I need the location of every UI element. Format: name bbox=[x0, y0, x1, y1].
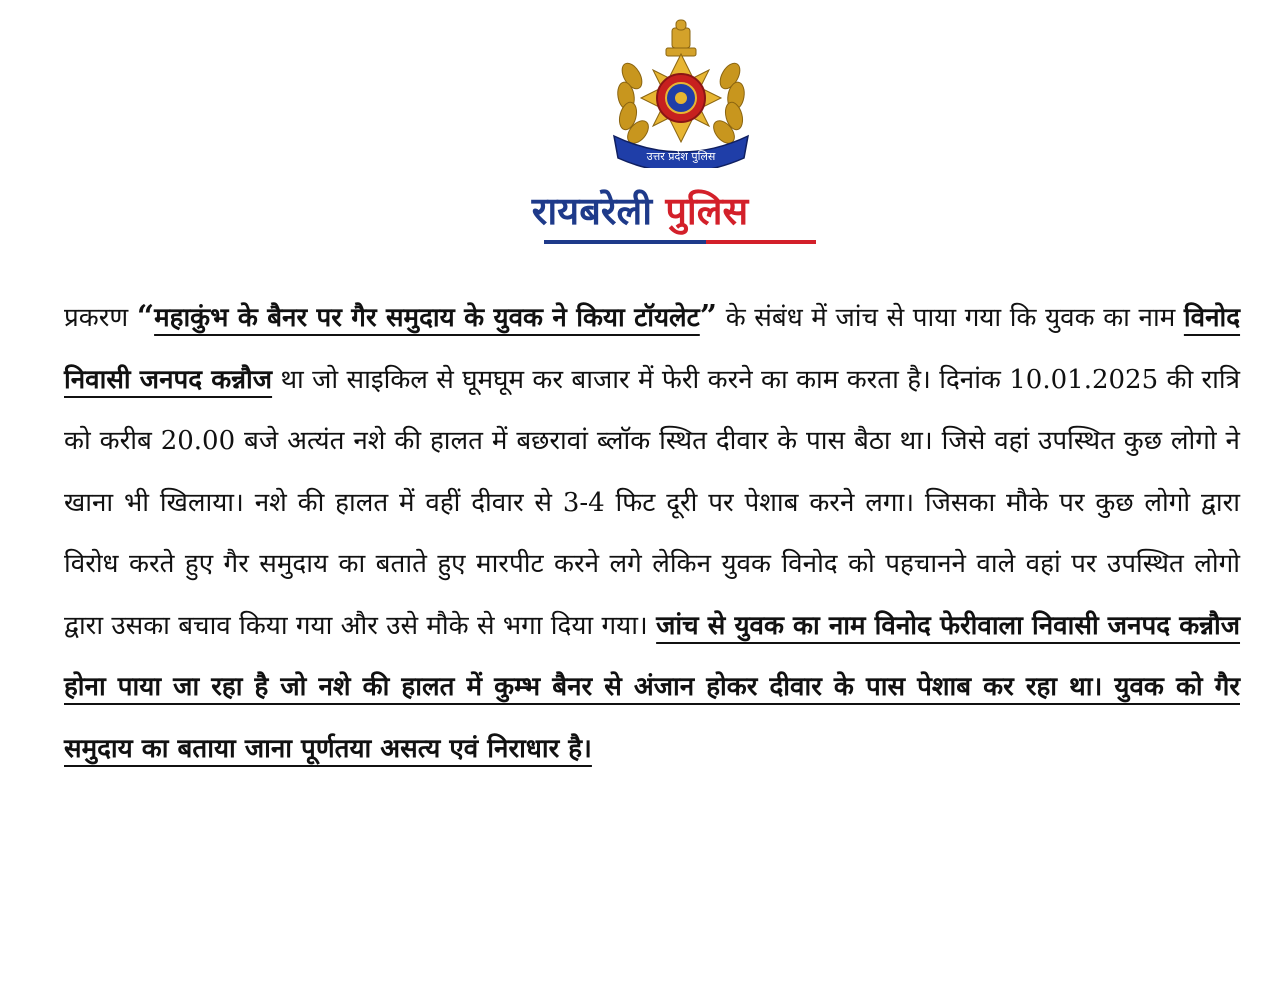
uttar-pradesh-police-emblem-icon bbox=[606, 18, 756, 168]
statement-conclusion: जांच से युवक का नाम विनोद फेरीवाला निवासी जनपद कन्नौज होना पाया जा रहा है जो नशे की हालत में कुम्भ बैनर से अंजान होकर दीवार के पास पेशाब कर रहा था। युवक को गैर समुदाय का बताया जाना पूर्णतया असत्य एवं निराधार है। bbox=[64, 610, 1241, 764]
close-quote: ” bbox=[699, 299, 718, 334]
emblem-ribbon-text: उत्तर प्रदेश पुलिस bbox=[646, 150, 716, 163]
statement-intro: प्रकरण bbox=[64, 303, 129, 333]
page-title bbox=[0, 186, 1280, 236]
statement-topic: महाकुंभ के बैनर पर गैर समुदाय के युवक ने किया टॉयलेट bbox=[154, 303, 700, 333]
title-underline bbox=[544, 240, 816, 244]
title-district: रायबरेली bbox=[531, 189, 653, 233]
title-police: पुलिस bbox=[665, 189, 749, 233]
open-quote: “ bbox=[136, 299, 155, 334]
suspect-name: विनोद निवासी जनपद कन्नौज bbox=[64, 303, 1241, 395]
statement-context: के संबंध में जांच से पाया गया कि युवक का नाम bbox=[725, 303, 1176, 333]
statement-details: था जो साइकिल से घूमघूम कर बाजार में फेरी करने का काम करता है। दिनांक 10.01.2025 की रात्रि को करीब 20.00 बजे अत्यंत नशे की हालत में बछरावां ब्लॉक स्थित दीवार के पास बैठा था। जिसे वहां उपस्थित कुछ लोगो ने खाना भी खिलाया। नशे की हालत में वहीं दीवार से 3-4 फिट दूरी पर पेशाब करने लगा। जिसका मौके पर कुछ लोगो द्वारा विरोध करते हुए गैर समुदाय का बताते हुए मारपीट करने लगे लेकिन युवक विनोद को पहचानने वाले वहां पर उपस्थित लोगो द्वारा उसका बचाव किया गया और उसे मौके से भगा दिया गया। bbox=[64, 364, 1241, 641]
statement-body bbox=[64, 286, 1240, 780]
